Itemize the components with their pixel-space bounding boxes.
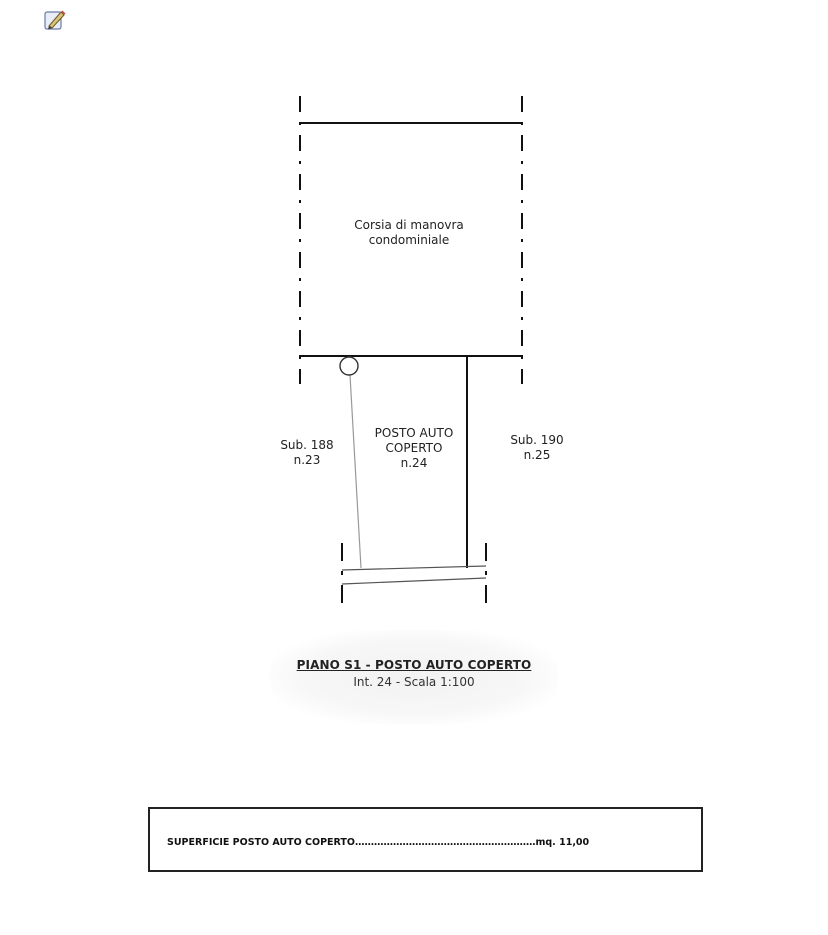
- posto-auto-label: [356, 426, 472, 471]
- sub-right-line2: n.25: [523, 448, 551, 462]
- plan-subtitle: Int. 24 - Scala 1:100: [353, 675, 475, 689]
- corsia-label: [334, 218, 484, 248]
- surface-text: SUPERFICIE POSTO AUTO COPERTO…………………………………………………mq. 11,00: [167, 837, 590, 848]
- posto-label-line3: n.24: [400, 456, 428, 470]
- pillar-marker: [340, 357, 358, 375]
- sub-188-label: [268, 438, 346, 468]
- parking-left-line: [350, 375, 361, 568]
- posto-label-line2: COPERTO: [385, 441, 443, 455]
- sub-left-line2: n.23: [293, 453, 321, 467]
- sub-left-line1: Sub. 188: [280, 438, 334, 452]
- corsia-label-line1: Corsia di manovra: [354, 218, 464, 232]
- title-block: [270, 630, 558, 724]
- posto-label-line1: POSTO AUTO: [374, 426, 454, 440]
- sub-190-label: [498, 433, 576, 463]
- sub-right-line1: Sub. 190: [510, 433, 564, 447]
- plan-title: PIANO S1 - POSTO AUTO COPERTO: [296, 658, 532, 672]
- surface-box: [148, 807, 703, 872]
- corsia-label-line2: condominiale: [368, 233, 450, 247]
- bottom-wall-bottom: [342, 578, 486, 584]
- bottom-wall-top: [342, 566, 486, 570]
